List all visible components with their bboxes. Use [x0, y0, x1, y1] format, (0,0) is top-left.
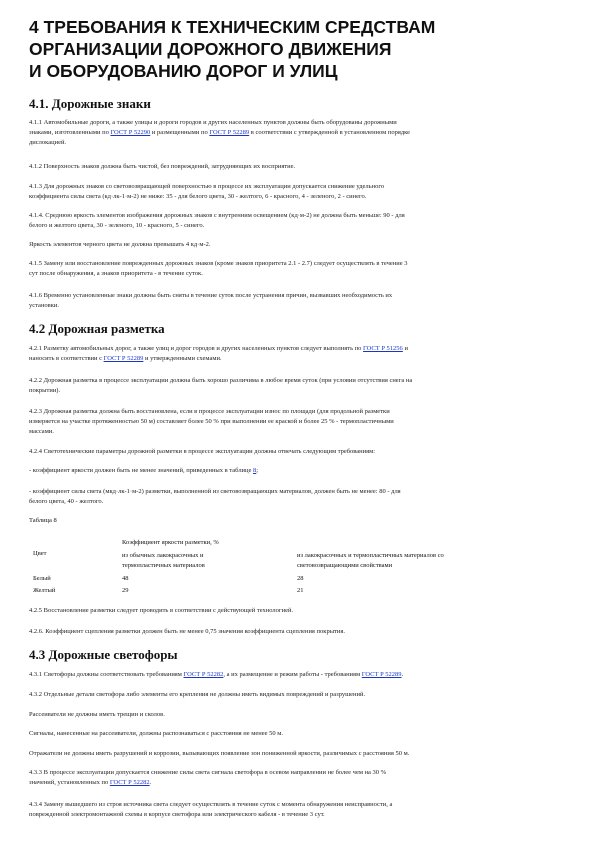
table-header-color: Цвет: [33, 550, 47, 557]
table-header-col-a: из обычных лакокрасочных и термопластичных материалов: [122, 552, 205, 569]
paragraph-4-3-1: 4.3.1 Светофоры должны соответствовать требованиям ГОСТ Р 52282, а их размещение и режим работы - требованиям ГОСТ Р 52289.: [29, 671, 404, 678]
paragraph-4-1-3: 4.1.3 Для дорожных знаков со световозвращающей поверхностью в процессе их эксплуатации допускается снижение удельного коэффициента силы света (кд·лк-1·м-2) не ниже: 35 - для белого цвета, 30 - желтого, 6 - красного, 4 - зеленого, 2 - синего.: [29, 183, 385, 200]
title-line-3: И ОБОРУДОВАНИЮ ДОРОГ И УЛИЦ: [29, 61, 338, 81]
paragraph-4-1-6: 4.1.6 Временно установленные знаки должны быть сняты в течение суток после устранения причин, вызвавших необходимость их установки.: [29, 292, 393, 309]
table-header-col-b: из лакокрасочных и термопластичных материалов со световозвращающими свойствами: [297, 552, 444, 569]
title-line-2: ОРГАНИЗАЦИИ ДОРОЖНОГО ДВИЖЕНИЯ: [29, 39, 392, 59]
link-gost-52282-lights[interactable]: ГОСТ Р 52282: [109, 779, 150, 786]
paragraph-4-1-1: 4.1.1 Автомобильные дороги, а также улицы и дороги городов и других населенных пунктов должны быть оборудованы дорожными знаками, изготовленными по ГОСТ Р 52290 и размещенными по ГОСТ Р 52289 в соответствии с утвержденной в установленном порядке дислокацией.: [29, 119, 411, 146]
paragraph-4-2-2: 4.2.2 Дорожная разметка в процессе эксплуатации должна быть хорошо различима в любое время суток (при условии отсутствия снега на покрытии).: [29, 377, 413, 394]
page-title: [29, 16, 569, 82]
link-gost-52290[interactable]: ГОСТ Р 52290: [110, 129, 151, 136]
table-row-value-b: 28: [297, 575, 304, 582]
link-gost-52289-marking[interactable]: ГОСТ Р 52289: [103, 355, 144, 362]
link-gost-52282[interactable]: ГОСТ Р 52282: [183, 671, 224, 678]
link-table-8[interactable]: 8: [253, 467, 257, 474]
paragraph-4-3-2: 4.3.2 Отдельные детали светофора либо элементы его крепления не должны иметь видимых повреждений и разрушений.: [29, 691, 366, 698]
paragraph-4-1-4-black: Яркость элементов черного цвета не должна превышать 4 кд·м-2.: [29, 241, 211, 248]
paragraph-4-2-1: 4.2.1 Разметку автомобильных дорог, а также улиц и дорог городов и других населенных пунктов следует выполнять по ГОСТ Р 51256 и наносить в соответствии с ГОСТ Р 52289 и утвержденными схемами.: [29, 345, 408, 362]
table-caption: Таблица 8: [29, 517, 57, 524]
paragraph-4-2-4: 4.2.4 Светотехнические параметры дорожной разметки в процессе эксплуатации должны отвечать следующим требованиям:: [29, 448, 376, 455]
paragraph-4-2-5: 4.2.5 Восстановление разметки следует проводить в соответствии с действующей технологией.: [29, 607, 294, 614]
paragraph-4-3-3: 4.3.3 В процессе эксплуатации допускается снижение силы света сигнала светофора в осевом направлении не более чем на 30 % значений, установленных по ГОСТ Р 52282.: [29, 769, 387, 786]
table-row-value-a: 29: [122, 587, 129, 594]
paragraph-4-2-6: 4.2.6. Коэффициент сцепления разметки должен быть не менее 0,75 значения коэффициента сцепления покрытия.: [29, 628, 345, 635]
section-heading-traffic-lights: 4.3 Дорожные светофоры: [29, 647, 178, 662]
paragraph-reflectors: Отражатели не должны иметь разрушений и коррозии, вызывающих появление зон пониженной яркости, различимых с расстояния 50 м.: [29, 750, 410, 757]
link-gost-52289-lights[interactable]: ГОСТ Р 52289: [361, 671, 402, 678]
paragraph-4-2-3: 4.2.3 Дорожная разметка должна быть восстановлена, если в процессе эксплуатации износ по площади (для продольной разметки измеряется на участке протяженностью 50 м) составляет более 50 % при выполнении ее краской и более 25 % - термопластичными массами.: [29, 408, 394, 435]
table-row-color: Желтый: [33, 587, 56, 594]
section-heading-road-marking: 4.2 Дорожная разметка: [29, 321, 165, 336]
table-row-value-a: 48: [122, 575, 129, 582]
table-row-value-b: 21: [297, 587, 304, 594]
paragraph-signals: Сигналы, нанесенные на рассеиватели, должны распознаваться с расстояния не менее 50 м.: [29, 730, 284, 737]
paragraph-4-1-2: 4.1.2 Поверхность знаков должна быть чистой, без повреждений, затрудняющих их восприятие.: [29, 163, 296, 170]
link-gost-52289[interactable]: ГОСТ Р 52289: [209, 129, 250, 136]
paragraph-4-1-5: 4.1.5 Замену или восстановление поврежденных дорожных знаков (кроме знаков приоритета 2.1 - 2.7) следует осуществлять в течение 3 сут после обнаружения, а знаков приоритета - в течение суток.: [29, 260, 408, 277]
paragraph-diffusers: Рассеиватели не должны иметь трещин и сколов.: [29, 711, 165, 718]
section-heading-road-signs: 4.1. Дорожные знаки: [29, 96, 151, 111]
paragraph-4-3-4: 4.3.4 Замену вышедшего из строя источника света следует осуществлять в течение суток с момента обнаружения неисправности, а поврежденной электромонтажной схемы в корпусе светофора или электрического кабеля - в течение 3 сут.: [29, 801, 393, 818]
paragraph-4-2-4-luminous: - коэффициент силы света (мкд·лк-1·м-2) разметки, выполненной из световозвращающих материалов, должен быть не менее: 80 - для белого цвета, 40 - желтого.: [29, 488, 401, 505]
title-line-1: 4 ТРЕБОВАНИЯ К ТЕХНИЧЕСКИМ СРЕДСТВАМ: [29, 17, 436, 37]
paragraph-4-2-4-brightness: - коэффициент яркости должен быть не менее значений, приведенных в таблице 8;: [29, 467, 259, 474]
table-header-group: Коэффициент яркости разметки, %: [122, 539, 219, 546]
paragraph-4-1-4: 4.1.4. Среднюю яркость элементов изображения дорожных знаков с внутренним освещением (кд·м-2) не должна быть меньше: 90 - для белого и желтого цвета, 30 - зеленого, 10 - красного, 5 - синего.: [29, 212, 405, 229]
table-row-color: Белый: [33, 575, 51, 582]
link-gost-51256[interactable]: ГОСТ Р 51256: [363, 345, 403, 352]
